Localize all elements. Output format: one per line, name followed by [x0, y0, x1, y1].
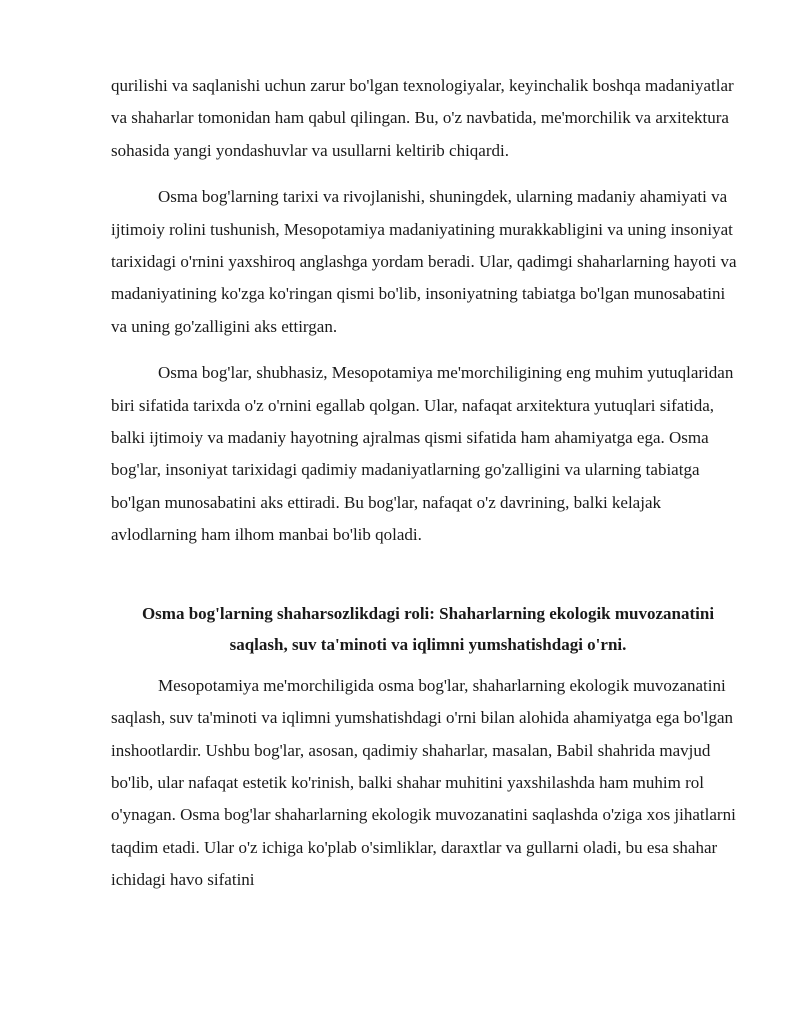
paragraph: Osma bog'lar, shubhasiz, Mesopotamiya me'morchiligining eng muhim yutuqlaridan biri sifatida tarixda o'z o'rnini egallab qolgan. Ular, nafaqat arxitektura yutuqlari sifatida, balki ijtimoiy va madaniy hayotning ajralmas qismi sifatida ham ahamiyatga ega. Osma bog'lar, insoniyat tarixidagi qadimiy madaniyatlarning go'zalligini va ularning tabiatga bo'lgan munosabatini aks ettiradi. Bu bog'lar, nafaqat o'z davrining, balki kelajak avlodlarning ham ilhom manbai bo'lib qoladi. — [111, 363, 734, 545]
paragraph: Mesopotamiya me'morchiligida osma bog'lar, shaharlarning ekologik muvozanatini saqlash, suv ta'minoti va iqlimni yumshatishdagi o'rni bilan alohida ahamiyatga ega bo'lgan inshootlardir. Ushbu bog'lar, asosan, qadimiy shaharlar, masalan, Babil shahrida mavjud bo'lib, ular nafaqat estetik ko'rinish, balki shahar muhitini yaxshilashda ham muhim rol o'ynagan. Osma bog'lar shaharlarning ekologik muvozanatini saqlashda o'ziga xos jihatlarni taqdim etadi. Ular o'z ichiga ko'plab o'simliklar, daraxtlar va gullarni oladi, bu esa shahar ichidagi havo sifatini — [111, 675, 736, 890]
paragraph-continued: qurilishi va saqlanishi uchun zarur bo'lgan texnologiyalar, keyinchalik boshqa madaniyatlar va shaharlar tomonidan ham qabul qilingan. Bu, o'z navbatida, me'morchilik va arxitektura sohasida yangi yondashuvlar va usullarni keltirib chiqardi. — [111, 76, 734, 160]
document-body — [111, 70, 741, 911]
section-heading: Osma bog'larning shaharsozlikdagi roli: Shaharlarning ekologik muvozanatini saqlash, suv ta'minoti va iqlimni yumshatishdagi o'rni. — [141, 603, 715, 654]
paragraph: Osma bog'larning tarixi va rivojlanishi, shuningdek, ularning madaniy ahamiyati va ijtimoiy rolini tushunish, Mesopotamiya madaniyatining murakkabligini va uning insoniyat tarixidagi o'rnini yaxshiroq anglashga yordam beradi. Ular, qadimgi shaharlarning hayoti va madaniyatining ko'zga ko'ringan qismi bo'lib, insoniyatning tabiatga bo'lgan munosabatini va uning go'zalligini aks ettirgan. — [111, 187, 737, 336]
